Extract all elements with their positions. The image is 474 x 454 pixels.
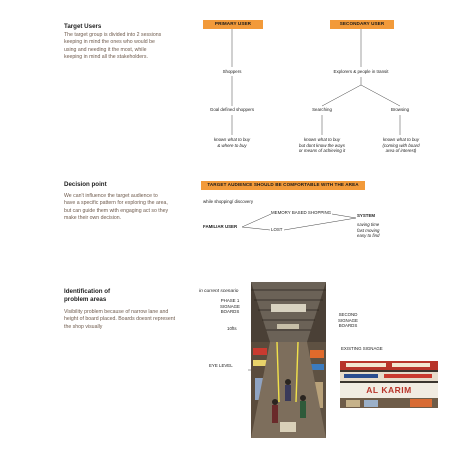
identification-title: Identification of problem areas <box>64 288 111 303</box>
memory-based-label: MEMORY BASED SHOPPING <box>271 210 332 215</box>
phase1-signage-label: PHASE 1 SIGNAGE BOARDS <box>219 298 240 315</box>
searching-label: Searching <box>312 107 332 112</box>
system-label: SYSTEM <box>357 213 376 218</box>
market-lane-photo <box>251 282 326 438</box>
shoppers-label: Shoppers <box>222 69 242 74</box>
goal-defined-note: knows what to buy & where to buy <box>213 137 251 148</box>
system-notes: saving time fast moving easy to find <box>357 222 380 239</box>
target-users-body: The target group is divided into 2 sessions keeping in mind the ones who would be using and needing it the most, while keeping in mind all the stakeholders. <box>64 32 162 61</box>
target-audience-banner: TARGET AUDIENCE SHOULD BE COMFORTABLE WITH THE AREA <box>201 181 365 190</box>
lost-label: LOST <box>271 227 283 232</box>
height-label: 10fts <box>227 326 237 331</box>
secondary-user-box: SECONDARY USER <box>330 20 394 29</box>
browsing-label: Browsing <box>390 107 410 112</box>
decision-point-title: Decision point <box>64 181 107 188</box>
primary-user-box: PRIMARY USER <box>203 20 263 29</box>
existing-signage-label: EXISTING SIGNAGE <box>341 346 383 351</box>
discovery-subtitle: while shopping/ discovery <box>203 199 254 204</box>
decision-point-body: We can't influence the target audience to have a specific pattern for exploring the area, but can guide them with engaging act so they make their own decision. <box>64 193 169 222</box>
existing-signage-photo <box>340 361 438 408</box>
current-scenario-label: in current scenario <box>199 289 239 294</box>
identification-body: Visibility problem because of narrow lane and height of board placed. Boards doesnt represent the shop visually <box>64 309 176 330</box>
searching-note: knows what to buy but dont know the ways or means of achieving it <box>298 137 346 154</box>
second-signage-label: SECOND SIGNAGE BOARDS <box>337 312 358 329</box>
eye-level-label: EYE LEVEL <box>209 363 233 368</box>
browsing-note: knows what to buy (coming with board area of interest) <box>382 137 420 154</box>
familiar-user-label: FAMILIAR USER <box>203 224 238 229</box>
target-users-title: Target Users <box>64 23 102 30</box>
shop-board-name: AL KARIM <box>366 385 412 395</box>
explorers-label: Explorers & people in transit <box>333 69 389 74</box>
market-lane-illustration <box>251 282 326 438</box>
goal-defined-label: Goal defined shoppers <box>209 107 255 112</box>
